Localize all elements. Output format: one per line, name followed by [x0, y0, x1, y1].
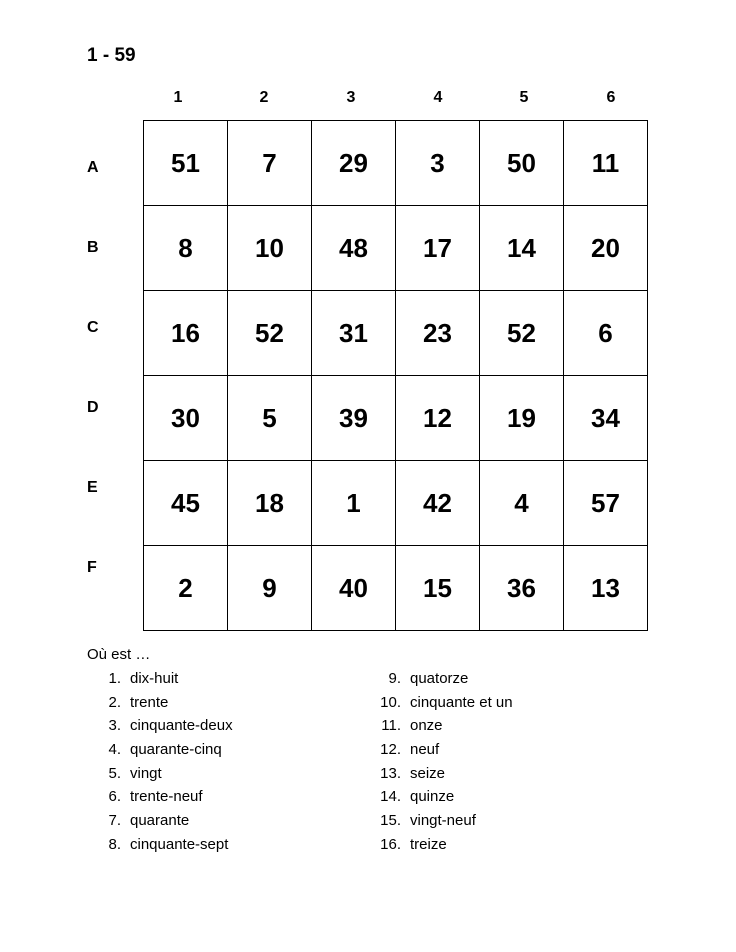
row-header-f: F: [87, 559, 97, 576]
list-item-text: quarante: [130, 812, 190, 830]
row-header-d: D: [87, 399, 99, 416]
row-header-a: A: [87, 159, 99, 176]
grid-cell: 6: [564, 291, 648, 376]
grid-cell: 42: [396, 461, 480, 546]
grid-cell: 3: [396, 121, 480, 206]
list-item-number: 10.: [380, 693, 401, 711]
list-item: [87, 833, 233, 857]
list-item: [87, 714, 233, 738]
grid-cell: 31: [312, 291, 396, 376]
grid-cell: 11: [564, 121, 648, 206]
list-item: [367, 762, 513, 786]
grid-cell: 18: [228, 461, 312, 546]
grid-row-d: [144, 376, 648, 461]
list-item-text: quinze: [410, 788, 455, 806]
list-item-number: 15.: [380, 812, 401, 830]
list-item-number: 7.: [108, 812, 121, 830]
list-item-number: 1.: [108, 670, 121, 687]
grid-row-f: [144, 546, 648, 631]
list-item: [87, 691, 233, 715]
list-item-number: 16.: [380, 835, 401, 853]
list-item-text: seize: [410, 764, 446, 782]
grid-cell: 45: [144, 461, 228, 546]
list-item-text: cinquante et un: [410, 693, 513, 711]
list-item-text: cinquante-sept: [130, 835, 229, 853]
list-item-text: vingt: [130, 764, 162, 782]
row-header-e: E: [87, 479, 98, 496]
grid-row-c: [144, 291, 648, 376]
list-item-number: 14.: [380, 788, 401, 806]
number-grid: [143, 120, 648, 631]
grid-cell: 2: [144, 546, 228, 631]
column-header-3: 3: [346, 89, 356, 106]
row-header-c: C: [87, 319, 99, 336]
word-list-left: [87, 667, 233, 857]
grid-cell: 15: [396, 546, 480, 631]
grid-cell: 1: [312, 461, 396, 546]
list-item: [87, 762, 233, 786]
grid-cell: 4: [480, 461, 564, 546]
column-header-2: 2: [259, 89, 269, 106]
list-item: [367, 738, 513, 762]
word-list-right: [367, 667, 513, 857]
grid-cell: 57: [564, 461, 648, 546]
list-item-number: 12.: [380, 741, 401, 759]
grid-cell: 20: [564, 206, 648, 291]
column-header-1: 1: [173, 89, 183, 106]
list-item: [87, 667, 233, 691]
list-item: [367, 691, 513, 715]
grid-cell: 39: [312, 376, 396, 461]
list-item-number: 4.: [108, 741, 121, 759]
list-item-text: dix-huit: [130, 670, 179, 687]
grid-cell: 12: [396, 376, 480, 461]
list-item: [367, 785, 513, 809]
grid-cell: 40: [312, 546, 396, 631]
list-item: [367, 833, 513, 857]
list-item: [367, 667, 513, 691]
grid-cell: 34: [564, 376, 648, 461]
list-item-text: onze: [410, 717, 443, 735]
grid-cell: 48: [312, 206, 396, 291]
grid-cell: 19: [480, 376, 564, 461]
list-item-text: cinquante-deux: [130, 717, 233, 735]
grid-cell: 52: [228, 291, 312, 376]
grid-cell: 17: [396, 206, 480, 291]
grid-cell: 29: [312, 121, 396, 206]
grid-cell: 7: [228, 121, 312, 206]
grid-cell: 23: [396, 291, 480, 376]
question-prompt: Où est …: [87, 646, 151, 663]
grid-cell: 50: [480, 121, 564, 206]
list-item-text: neuf: [410, 741, 440, 759]
grid-cell: 16: [144, 291, 228, 376]
page-title: 1 - 59: [87, 45, 136, 66]
list-item-number: 6.: [108, 788, 121, 806]
column-header-6: 6: [606, 89, 616, 106]
column-header-4: 4: [433, 89, 443, 106]
grid-cell: 8: [144, 206, 228, 291]
grid-row-b: [144, 206, 648, 291]
grid-cell: 9: [228, 546, 312, 631]
list-item-number: 9.: [388, 670, 401, 687]
grid-row-e: [144, 461, 648, 546]
list-item: [87, 809, 233, 833]
grid-cell: 30: [144, 376, 228, 461]
list-item-text: quarante-cinq: [130, 741, 222, 759]
list-item-text: vingt-neuf: [410, 812, 476, 830]
list-item: [367, 714, 513, 738]
list-item: [87, 785, 233, 809]
grid-cell: 14: [480, 206, 564, 291]
list-item-number: 3.: [108, 717, 121, 735]
grid-cell: 13: [564, 546, 648, 631]
row-header-b: B: [87, 239, 99, 256]
grid-cell: 5: [228, 376, 312, 461]
list-item-text: treize: [410, 835, 447, 853]
list-item-number: 13.: [380, 764, 401, 782]
list-item-text: trente: [130, 693, 169, 711]
list-item-number: 5.: [108, 764, 121, 782]
list-item-text: trente-neuf: [130, 788, 203, 806]
list-item-text: quatorze: [410, 670, 469, 687]
column-header-5: 5: [519, 89, 529, 106]
list-item: [87, 738, 233, 762]
grid-cell: 52: [480, 291, 564, 376]
list-item-number: 11.: [381, 717, 401, 735]
list-item-number: 2.: [108, 693, 121, 711]
grid-cell: 51: [144, 121, 228, 206]
list-item: [367, 809, 513, 833]
grid-row-a: [144, 121, 648, 206]
grid-cell: 36: [480, 546, 564, 631]
list-item-number: 8.: [108, 835, 121, 853]
grid-cell: 10: [228, 206, 312, 291]
